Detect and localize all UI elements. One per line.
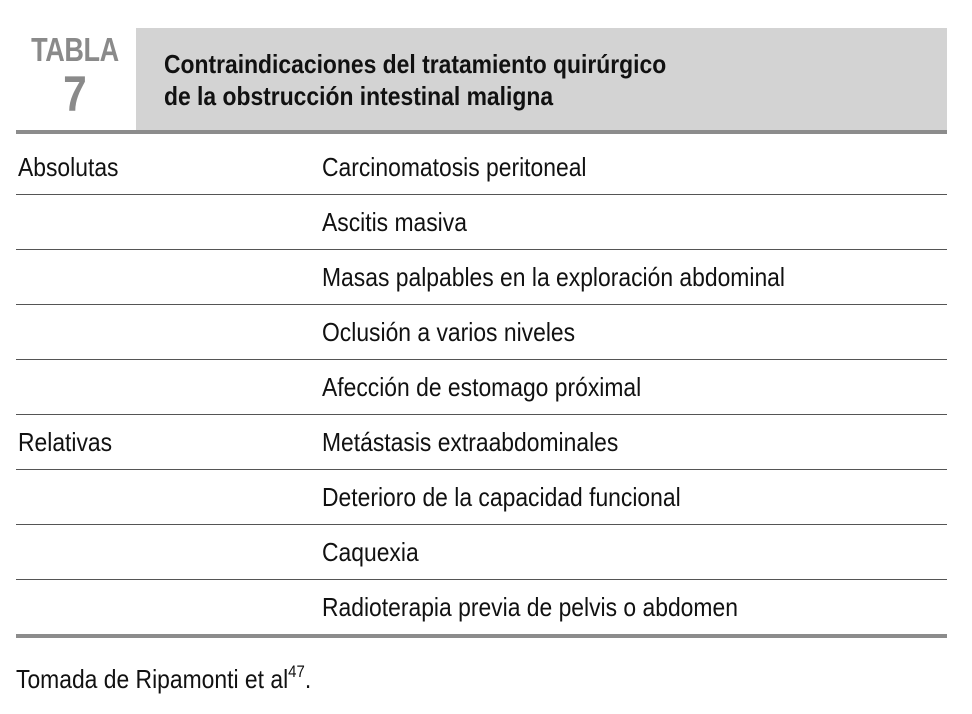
table-title <box>164 48 833 112</box>
table-row <box>16 415 947 470</box>
table-tag-word: TABLA <box>31 31 119 68</box>
row-category: Relativas <box>18 427 113 457</box>
source-trailing: . <box>304 664 312 694</box>
bottom-rule <box>16 634 947 638</box>
row-item: Deterioro de la capacidad funcional <box>322 482 681 512</box>
top-rule <box>16 130 947 134</box>
row-item: Metástasis extraabdominales <box>322 427 619 457</box>
row-item: Oclusión a varios niveles <box>322 317 576 347</box>
source-text: Tomada de Ripamonti et al <box>16 664 289 694</box>
table-row <box>16 250 947 305</box>
table-tag <box>16 28 134 130</box>
table-row <box>16 305 947 360</box>
table-source-note <box>16 664 311 694</box>
source-reference-number: 47 <box>288 662 305 681</box>
row-item: Radioterapia previa de pelvis o abdomen <box>322 592 738 622</box>
table-row <box>16 525 947 580</box>
table-row <box>16 195 947 250</box>
table-row <box>16 140 947 195</box>
table-row <box>16 470 947 525</box>
table-title-line-1: Contraindicaciones del tratamiento quirúrgico <box>164 49 667 79</box>
row-item: Carcinomatosis peritoneal <box>322 152 587 182</box>
table-row <box>16 360 947 415</box>
table-row <box>16 580 947 634</box>
table-title-line-2: de la obstrucción intestinal maligna <box>164 81 554 111</box>
row-item: Ascitis masiva <box>322 207 467 237</box>
table-title-box <box>136 28 947 130</box>
contraindications-table <box>16 140 947 634</box>
row-item: Masas palpables en la exploración abdominal <box>322 262 785 292</box>
table-header <box>16 28 947 130</box>
row-item: Caquexia <box>322 537 419 567</box>
row-category: Absolutas <box>18 152 119 182</box>
table-tag-number: 7 <box>63 66 87 122</box>
row-item: Afección de estomago próximal <box>322 372 642 402</box>
